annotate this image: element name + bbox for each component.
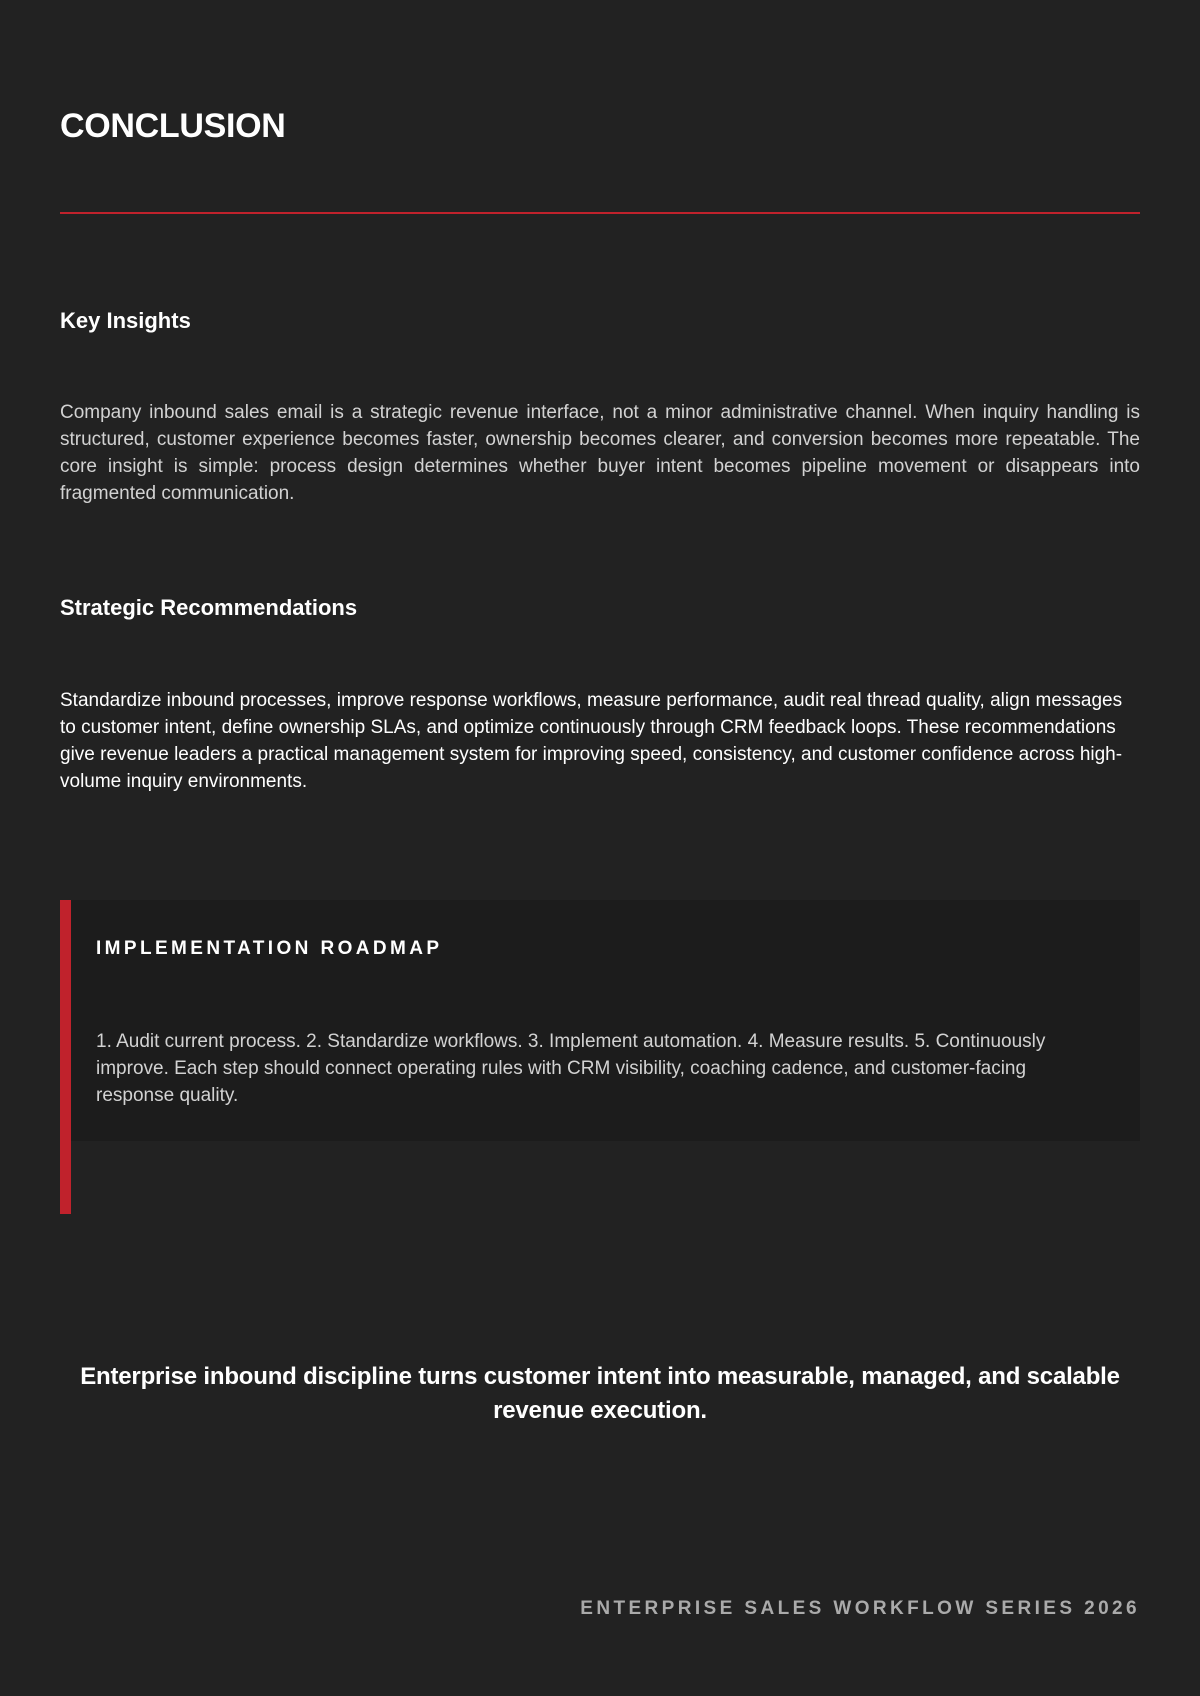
page-title: CONCLUSION <box>60 107 286 145</box>
closing-statement: Enterprise inbound discipline turns customer intent into measurable, managed, and scalable revenue execution. <box>80 1363 1120 1424</box>
strategic-recommendations-body: Standardize inbound processes, improve response workflows, measure performance, audit real thread quality, align messages to customer intent, define ownership SLAs, and optimize continuously through CRM feedback loops. These recommendations give revenue leaders a practical management system for improving speed, consistency, and customer confidence across high-volume inquiry environments. <box>60 690 1123 792</box>
key-insights-body: Company inbound sales email is a strategic revenue interface, not a minor administrative channel. When inquiry handling is structured, customer experience becomes faster, ownership becomes clearer, and conversion becomes more repeatable. The core insight is simple: process design determines whether buyer intent becomes pipeline movement or disappears into fragmented communication. <box>60 402 1140 504</box>
roadmap-callout <box>71 900 1140 1141</box>
roadmap-body: 1. Audit current process. 2. Standardize workflows. 3. Implement automation. 4. Measure results. 5. Continuously improve. Each step should connect operating rules with CRM visibility, coaching cadence, and customer-facing response quality. <box>96 1031 1046 1106</box>
roadmap-heading: IMPLEMENTATION ROADMAP <box>96 938 443 959</box>
strategic-recommendations-heading: Strategic Recommendations <box>60 595 358 620</box>
conclusion-page <box>60 0 1140 1696</box>
series-footer: ENTERPRISE SALES WORKFLOW SERIES 2026 <box>580 1598 1140 1619</box>
key-insights-heading: Key Insights <box>60 308 191 333</box>
title-divider <box>60 212 1140 214</box>
roadmap-accent-bar <box>60 900 71 1214</box>
